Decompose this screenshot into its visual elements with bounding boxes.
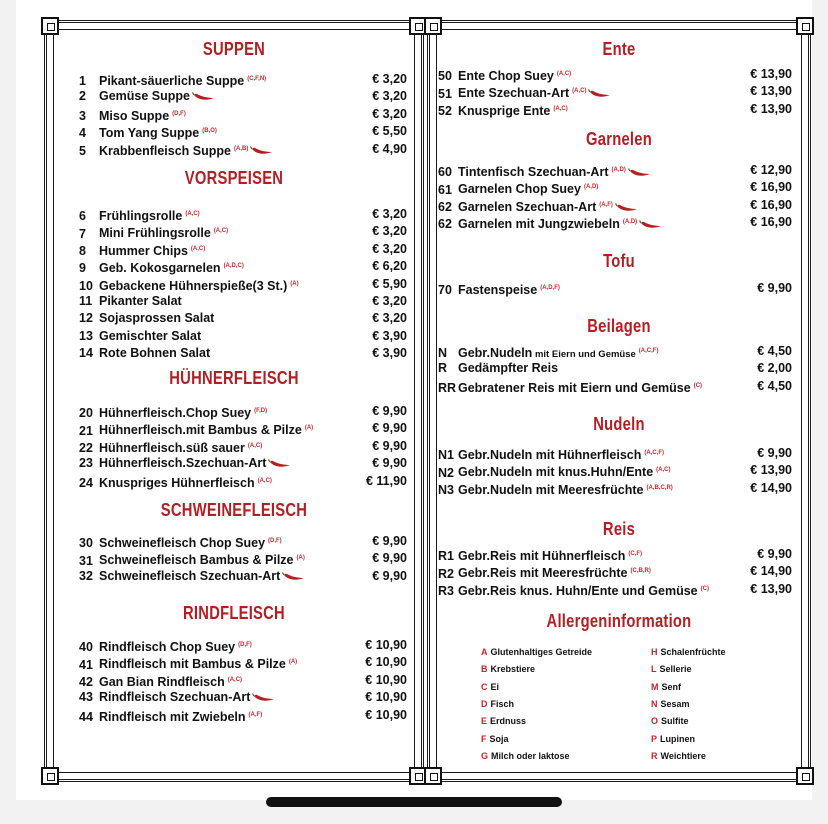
item-name: Ente Chop Suey <box>458 69 554 84</box>
item-price: € 13,90 <box>750 581 792 596</box>
allergen-code: A <box>481 647 488 657</box>
item-name: Ente Szechuan-Art <box>458 86 570 101</box>
item-price: € 3,20 <box>372 89 407 104</box>
menu-item <box>79 473 407 490</box>
allergen-label: Ei <box>490 681 500 692</box>
chili-pepper-icon <box>268 459 292 469</box>
item-name: Rindfleisch Szechuan-Art <box>99 690 251 705</box>
section-title: HÜHNERFLEISCH <box>169 368 299 388</box>
item-allergens: (C,B,R) <box>630 568 651 575</box>
menu-item <box>79 345 407 362</box>
allergen-label: Krebstiere <box>490 664 536 675</box>
allergen-label: Erdnuss <box>490 716 527 727</box>
item-price: € 3,20 <box>372 106 407 121</box>
item-name: Geb. Kokosgarnelen <box>99 261 221 276</box>
item-price: € 10,90 <box>365 655 407 670</box>
allergen-code: P <box>651 733 658 744</box>
menu-item <box>438 360 792 377</box>
item-price: € 13,90 <box>750 101 792 116</box>
item-number: N <box>438 346 448 361</box>
menu-item <box>79 689 407 706</box>
item-number: 13 <box>79 328 93 343</box>
allergen-code: N <box>651 698 658 709</box>
menu-item <box>438 581 792 598</box>
item-price: € 9,90 <box>757 446 792 460</box>
item-name: Hummer Chips <box>99 243 188 258</box>
item-number: 11 <box>79 294 93 308</box>
menu-item <box>438 214 792 231</box>
menu-item <box>438 378 792 395</box>
item-allergens: (A,C) <box>553 105 568 112</box>
ornament-corner-icon <box>424 767 442 785</box>
item-price: € 10,90 <box>365 690 407 705</box>
allergen-title: Allergeninformation <box>546 611 692 631</box>
item-number: 62 <box>438 217 452 232</box>
item-number: 60 <box>438 165 452 180</box>
item-name: Miso Suppe <box>99 108 170 123</box>
menu-item <box>438 462 792 479</box>
menu-item <box>79 258 407 275</box>
item-allergens: (A) <box>288 659 298 666</box>
item-name: Tom Yang Suppe <box>99 126 200 141</box>
ornament-corner-icon <box>41 767 59 785</box>
item-allergens: (F,D) <box>254 408 268 414</box>
item-allergens: (A,C) <box>257 477 272 484</box>
item-name: Pikanter Salat <box>99 294 182 308</box>
item-price: € 13,90 <box>750 463 792 478</box>
item-name: Rindfleisch mit Zwiebeln <box>99 709 246 724</box>
item-allergens: (A) <box>296 555 305 562</box>
ornament-corner-icon <box>424 17 442 35</box>
item-number: R2 <box>438 566 454 581</box>
allergen-code: C <box>481 681 488 692</box>
menu-item <box>79 672 407 689</box>
item-number: 62 <box>438 199 452 214</box>
item-allergens: (A,C) <box>227 676 243 683</box>
item-name: Gebr.Nudeln mit Meeresfrüchte <box>458 482 644 497</box>
item-name: Tintenfisch Szechuan-Art <box>458 165 609 180</box>
item-allergens: (A,D,F) <box>540 285 560 291</box>
item-price: € 3,20 <box>372 224 407 239</box>
allergen-code: F <box>481 733 487 744</box>
item-allergens: (C,F) <box>628 551 643 557</box>
chili-pepper-icon <box>250 146 274 156</box>
section-title: Tofu <box>603 251 635 271</box>
item-number: N1 <box>438 448 454 463</box>
item-number: 21 <box>79 423 93 438</box>
item-number: 10 <box>79 278 93 293</box>
menu-sheet <box>16 0 812 800</box>
item-price: € 16,90 <box>750 180 792 195</box>
item-name: Gebr.Nudeln mit knus.Huhn/Ente <box>458 465 654 480</box>
menu-item <box>79 550 407 567</box>
item-number: 44 <box>79 709 93 724</box>
item-number: 31 <box>79 553 93 568</box>
menu-item <box>438 480 792 497</box>
item-price: € 11,90 <box>365 473 407 488</box>
item-name: Hühnerfleisch.Szechuan-Art <box>99 456 267 471</box>
item-subtext: mit Eiern und Gemüse <box>532 349 636 361</box>
item-price: € 3,20 <box>372 294 407 308</box>
menu-item <box>438 101 792 118</box>
menu-item <box>79 71 407 88</box>
section-title: Nudeln <box>593 414 645 434</box>
menu-item <box>438 280 792 297</box>
item-name: Gan Bian Rindfleisch <box>99 674 225 689</box>
menu-item <box>438 546 792 563</box>
menu-item <box>438 563 792 580</box>
item-name: Schweinefleisch Bambus & Pilze <box>99 553 294 568</box>
item-price: € 2,00 <box>757 361 792 376</box>
item-name: Garnelen Szechuan-Art <box>458 199 597 214</box>
item-number: R1 <box>438 549 454 564</box>
item-price: € 4,50 <box>757 378 792 393</box>
allergen-label: Senf <box>661 681 682 692</box>
item-name: Gebr.Reis mit Meeresfrüchte <box>458 566 628 581</box>
item-name: Gebratener Reis mit Eiern und Gemüse <box>458 380 691 395</box>
item-number: 24 <box>79 475 93 490</box>
menu-right-content <box>430 23 808 779</box>
item-number: 14 <box>79 346 93 361</box>
item-number: 4 <box>79 126 86 141</box>
menu-item <box>79 654 407 671</box>
chili-pepper-icon <box>639 220 663 230</box>
item-price: € 3,90 <box>372 328 407 343</box>
item-allergens: (A,C,F) <box>644 450 665 456</box>
item-number: 8 <box>79 243 86 258</box>
item-allergens: (A,C) <box>556 71 572 77</box>
item-name: Rote Bohnen Salat <box>99 346 211 361</box>
item-number: 23 <box>79 456 93 471</box>
item-allergens: (A,C,F) <box>638 348 659 354</box>
item-price: € 3,20 <box>372 311 407 326</box>
item-allergens: (A,D) <box>583 184 599 191</box>
item-price: € 4,50 <box>757 344 792 358</box>
item-allergens: (B,O) <box>202 128 217 135</box>
item-allergens: (A,F) <box>599 201 613 208</box>
menu-item <box>79 276 407 293</box>
menu-item <box>79 310 407 327</box>
item-number: 3 <box>79 108 86 123</box>
item-name: Gebr.Reis mit Hühnerfleisch <box>458 549 626 564</box>
chili-pepper-icon <box>588 89 612 99</box>
menu-item <box>79 141 407 158</box>
menu-item <box>438 343 792 360</box>
item-price: € 14,90 <box>750 564 792 579</box>
section-title: RINDFLEISCH <box>183 603 285 623</box>
menu-item <box>79 241 407 258</box>
item-allergens: (A,F) <box>248 711 263 718</box>
item-price: € 6,20 <box>372 259 407 274</box>
item-price: € 9,90 <box>757 281 792 295</box>
allergen-label: Soja <box>489 733 509 744</box>
allergen-label: Glutenhaltiges Getreide <box>490 647 593 657</box>
item-price: € 9,90 <box>372 551 407 566</box>
menu-item <box>79 637 407 654</box>
item-name: Mini Frühlingsrolle <box>99 226 211 241</box>
allergen-code: B <box>481 664 488 675</box>
item-number: 50 <box>438 69 452 84</box>
ornament-corner-icon <box>796 767 814 785</box>
item-name: Gebr.Reis knus. Huhn/Ente und Gemüse <box>458 583 698 598</box>
allergen-entry <box>481 699 514 709</box>
item-price: € 13,90 <box>750 67 792 81</box>
item-allergens: (A,D) <box>622 219 638 226</box>
item-allergens: (A,C) <box>247 442 263 449</box>
section-title: Beilagen <box>587 316 651 336</box>
item-price: € 3,90 <box>372 346 407 361</box>
item-allergens: (C,F,N) <box>247 76 267 82</box>
item-number: RR <box>438 380 457 395</box>
item-number: 9 <box>79 261 86 276</box>
menu-panel-right <box>427 20 811 782</box>
item-price: € 9,90 <box>372 421 407 436</box>
allergen-entry <box>481 751 570 761</box>
item-price: € 9,90 <box>372 568 407 583</box>
section-title: SUPPEN <box>202 39 266 59</box>
item-name: Schweinefleisch Chop Suey <box>99 536 266 551</box>
allergen-entry <box>481 647 592 657</box>
allergen-entry <box>651 751 706 761</box>
item-price: € 9,90 <box>757 547 792 561</box>
section-title: SCHWEINEFLEISCH <box>160 500 308 520</box>
item-name: Hühnerfleisch.mit Bambus & Pilze <box>99 423 302 438</box>
menu-item <box>79 533 407 550</box>
item-number: 1 <box>79 74 86 89</box>
allergen-code: R <box>651 750 658 761</box>
allergen-code: O <box>651 716 659 727</box>
item-number: 22 <box>79 440 93 455</box>
menu-item <box>438 197 792 214</box>
item-price: € 14,90 <box>750 480 792 495</box>
allergen-entry <box>651 699 690 709</box>
item-allergens: (A,C) <box>656 467 671 474</box>
allergen-code: D <box>481 698 488 709</box>
item-name: Gebackene Hühnerspieße(3 St.) <box>99 278 288 293</box>
allergen-entry <box>481 682 499 692</box>
allergen-code: G <box>481 750 489 761</box>
item-allergens: (A,D) <box>611 167 626 173</box>
menu-item <box>79 568 407 585</box>
allergen-entry <box>481 734 509 744</box>
item-name: Gebr.Nudeln <box>458 346 533 361</box>
item-number: 40 <box>79 640 93 655</box>
item-price: € 16,90 <box>750 215 792 230</box>
item-price: € 9,90 <box>372 456 407 471</box>
allergen-entry <box>651 647 726 657</box>
item-name: Garnelen Chop Suey <box>458 182 581 197</box>
allergen-label: Sulfite <box>661 716 689 727</box>
item-allergens: (A) <box>290 280 299 287</box>
item-number: 6 <box>79 209 86 224</box>
chili-pepper-icon <box>615 203 639 213</box>
item-name: Frühlingsrolle <box>99 209 183 224</box>
item-number: 32 <box>79 568 93 583</box>
item-name: Pikant-säuerliche Suppe <box>99 74 245 89</box>
item-name: Sojasprossen Salat <box>99 311 215 326</box>
allergen-entry <box>481 664 535 674</box>
menu-item <box>438 66 792 83</box>
item-number: 52 <box>438 103 452 118</box>
ornament-corner-icon <box>796 17 814 35</box>
item-name: Hühnerfleisch.süß sauer <box>99 440 245 455</box>
item-number: 51 <box>438 86 452 101</box>
menu-item <box>79 123 407 140</box>
item-price: € 10,90 <box>365 638 407 652</box>
item-price: € 9,90 <box>372 534 407 548</box>
item-name: Gemischter Salat <box>99 328 202 343</box>
menu-item <box>438 83 792 100</box>
item-number: 2 <box>79 89 86 104</box>
allergen-entry <box>651 682 681 692</box>
item-name: Gedämpfter Reis <box>458 361 559 376</box>
menu-item <box>438 162 792 179</box>
item-number: 61 <box>438 182 452 197</box>
menu-item <box>438 179 792 196</box>
allergen-label: Schalenfrüchte <box>660 647 726 657</box>
item-name: Schweinefleisch Szechuan-Art <box>99 568 281 583</box>
chili-pepper-icon <box>628 168 652 178</box>
item-price: € 5,50 <box>372 124 407 139</box>
section-title: Reis <box>602 519 636 539</box>
item-number: 70 <box>438 283 452 298</box>
item-price: € 3,20 <box>372 72 407 86</box>
item-number: 7 <box>79 226 86 241</box>
allergen-label: Sellerie <box>659 664 692 675</box>
menu-item <box>79 106 407 123</box>
item-number: 30 <box>79 536 93 551</box>
allergen-entry <box>651 716 689 726</box>
item-name: Garnelen mit Jungzwiebeln <box>458 217 620 232</box>
item-number: 12 <box>79 311 93 326</box>
section-title: Garnelen <box>586 129 652 149</box>
item-allergens: (A,B) <box>233 145 249 152</box>
allergen-label: Lupinen <box>660 733 696 744</box>
item-price: € 16,90 <box>750 197 792 212</box>
section-title: VORSPEISEN <box>184 168 284 188</box>
allergen-entry <box>651 734 695 744</box>
menu-item <box>79 328 407 345</box>
chili-pepper-icon <box>192 92 216 102</box>
menu-item <box>79 293 407 310</box>
item-number: N3 <box>438 482 454 497</box>
item-allergens: (A,C) <box>213 228 229 235</box>
item-allergens: (D,F) <box>268 538 282 544</box>
menu-item <box>79 88 407 105</box>
item-price: € 3,20 <box>372 241 407 256</box>
menu-item <box>79 455 407 472</box>
menu-item <box>79 403 407 420</box>
item-name: Knuspriges Hühnerfleisch <box>99 475 255 490</box>
allergen-label: Milch oder laktose <box>491 750 570 761</box>
ornament-corner-icon <box>41 17 59 35</box>
item-allergens: (A,D,C) <box>223 263 244 270</box>
item-price: € 9,90 <box>372 438 407 453</box>
item-allergens: (A,C) <box>572 88 587 95</box>
menu-panel-left <box>44 20 424 782</box>
item-allergens: (A,C) <box>190 245 206 252</box>
menu-item <box>79 206 407 223</box>
item-name: Knusprige Ente <box>458 103 551 118</box>
item-price: € 12,90 <box>750 163 792 177</box>
allergen-code: E <box>481 716 488 727</box>
item-name: Rindfleisch mit Bambus & Pilze <box>99 657 286 672</box>
item-number: 20 <box>79 406 93 421</box>
allergen-label: Weichtiere <box>660 750 706 761</box>
item-allergens: (D,F) <box>238 642 252 648</box>
allergen-label: Sesam <box>660 698 690 709</box>
allergen-code: L <box>651 664 657 675</box>
item-number: 43 <box>79 690 93 705</box>
item-allergens: (A,B,C,R) <box>646 484 673 491</box>
section-title: Ente <box>602 39 636 59</box>
allergen-entry <box>481 716 526 726</box>
item-price: € 5,90 <box>372 276 407 291</box>
menu-item <box>79 438 407 455</box>
item-price: € 3,20 <box>372 207 407 221</box>
item-number: 42 <box>79 674 93 689</box>
item-name: Fastenspeise <box>458 283 538 298</box>
item-allergens: (D,F) <box>172 110 186 117</box>
allergen-code: M <box>651 681 659 692</box>
item-price: € 4,90 <box>372 141 407 156</box>
menu-item <box>79 420 407 437</box>
item-number: 5 <box>79 143 86 158</box>
allergen-label: Fisch <box>490 698 515 709</box>
item-price: € 10,90 <box>365 672 407 687</box>
allergen-entry <box>651 664 692 674</box>
item-name: Rindfleisch Chop Suey <box>99 640 236 655</box>
menu-item <box>79 707 407 724</box>
item-price: € 13,90 <box>750 84 792 99</box>
item-price: € 9,90 <box>372 404 407 418</box>
item-number: 41 <box>79 657 93 672</box>
menu-item <box>438 445 792 462</box>
item-allergens: (C) <box>693 382 703 389</box>
item-number: N2 <box>438 465 454 480</box>
menu-left-content <box>47 23 421 779</box>
menu-item <box>79 223 407 240</box>
item-price: € 10,90 <box>365 707 407 722</box>
item-name: Gebr.Nudeln mit Hühnerfleisch <box>458 448 642 463</box>
item-allergens: (A) <box>304 425 314 432</box>
allergen-code: H <box>651 647 658 657</box>
item-name: Hühnerfleisch.Chop Suey <box>99 406 252 421</box>
item-allergens: (A,C) <box>185 211 200 217</box>
home-indicator[interactable] <box>266 797 562 807</box>
chili-pepper-icon <box>252 693 276 703</box>
item-allergens: (C) <box>700 585 709 592</box>
item-name: Krabbenfleisch Suppe <box>99 143 231 158</box>
item-number: R <box>438 361 448 376</box>
chili-pepper-icon <box>282 572 306 582</box>
item-number: R3 <box>438 583 454 598</box>
item-name: Gemüse Suppe <box>99 89 190 104</box>
